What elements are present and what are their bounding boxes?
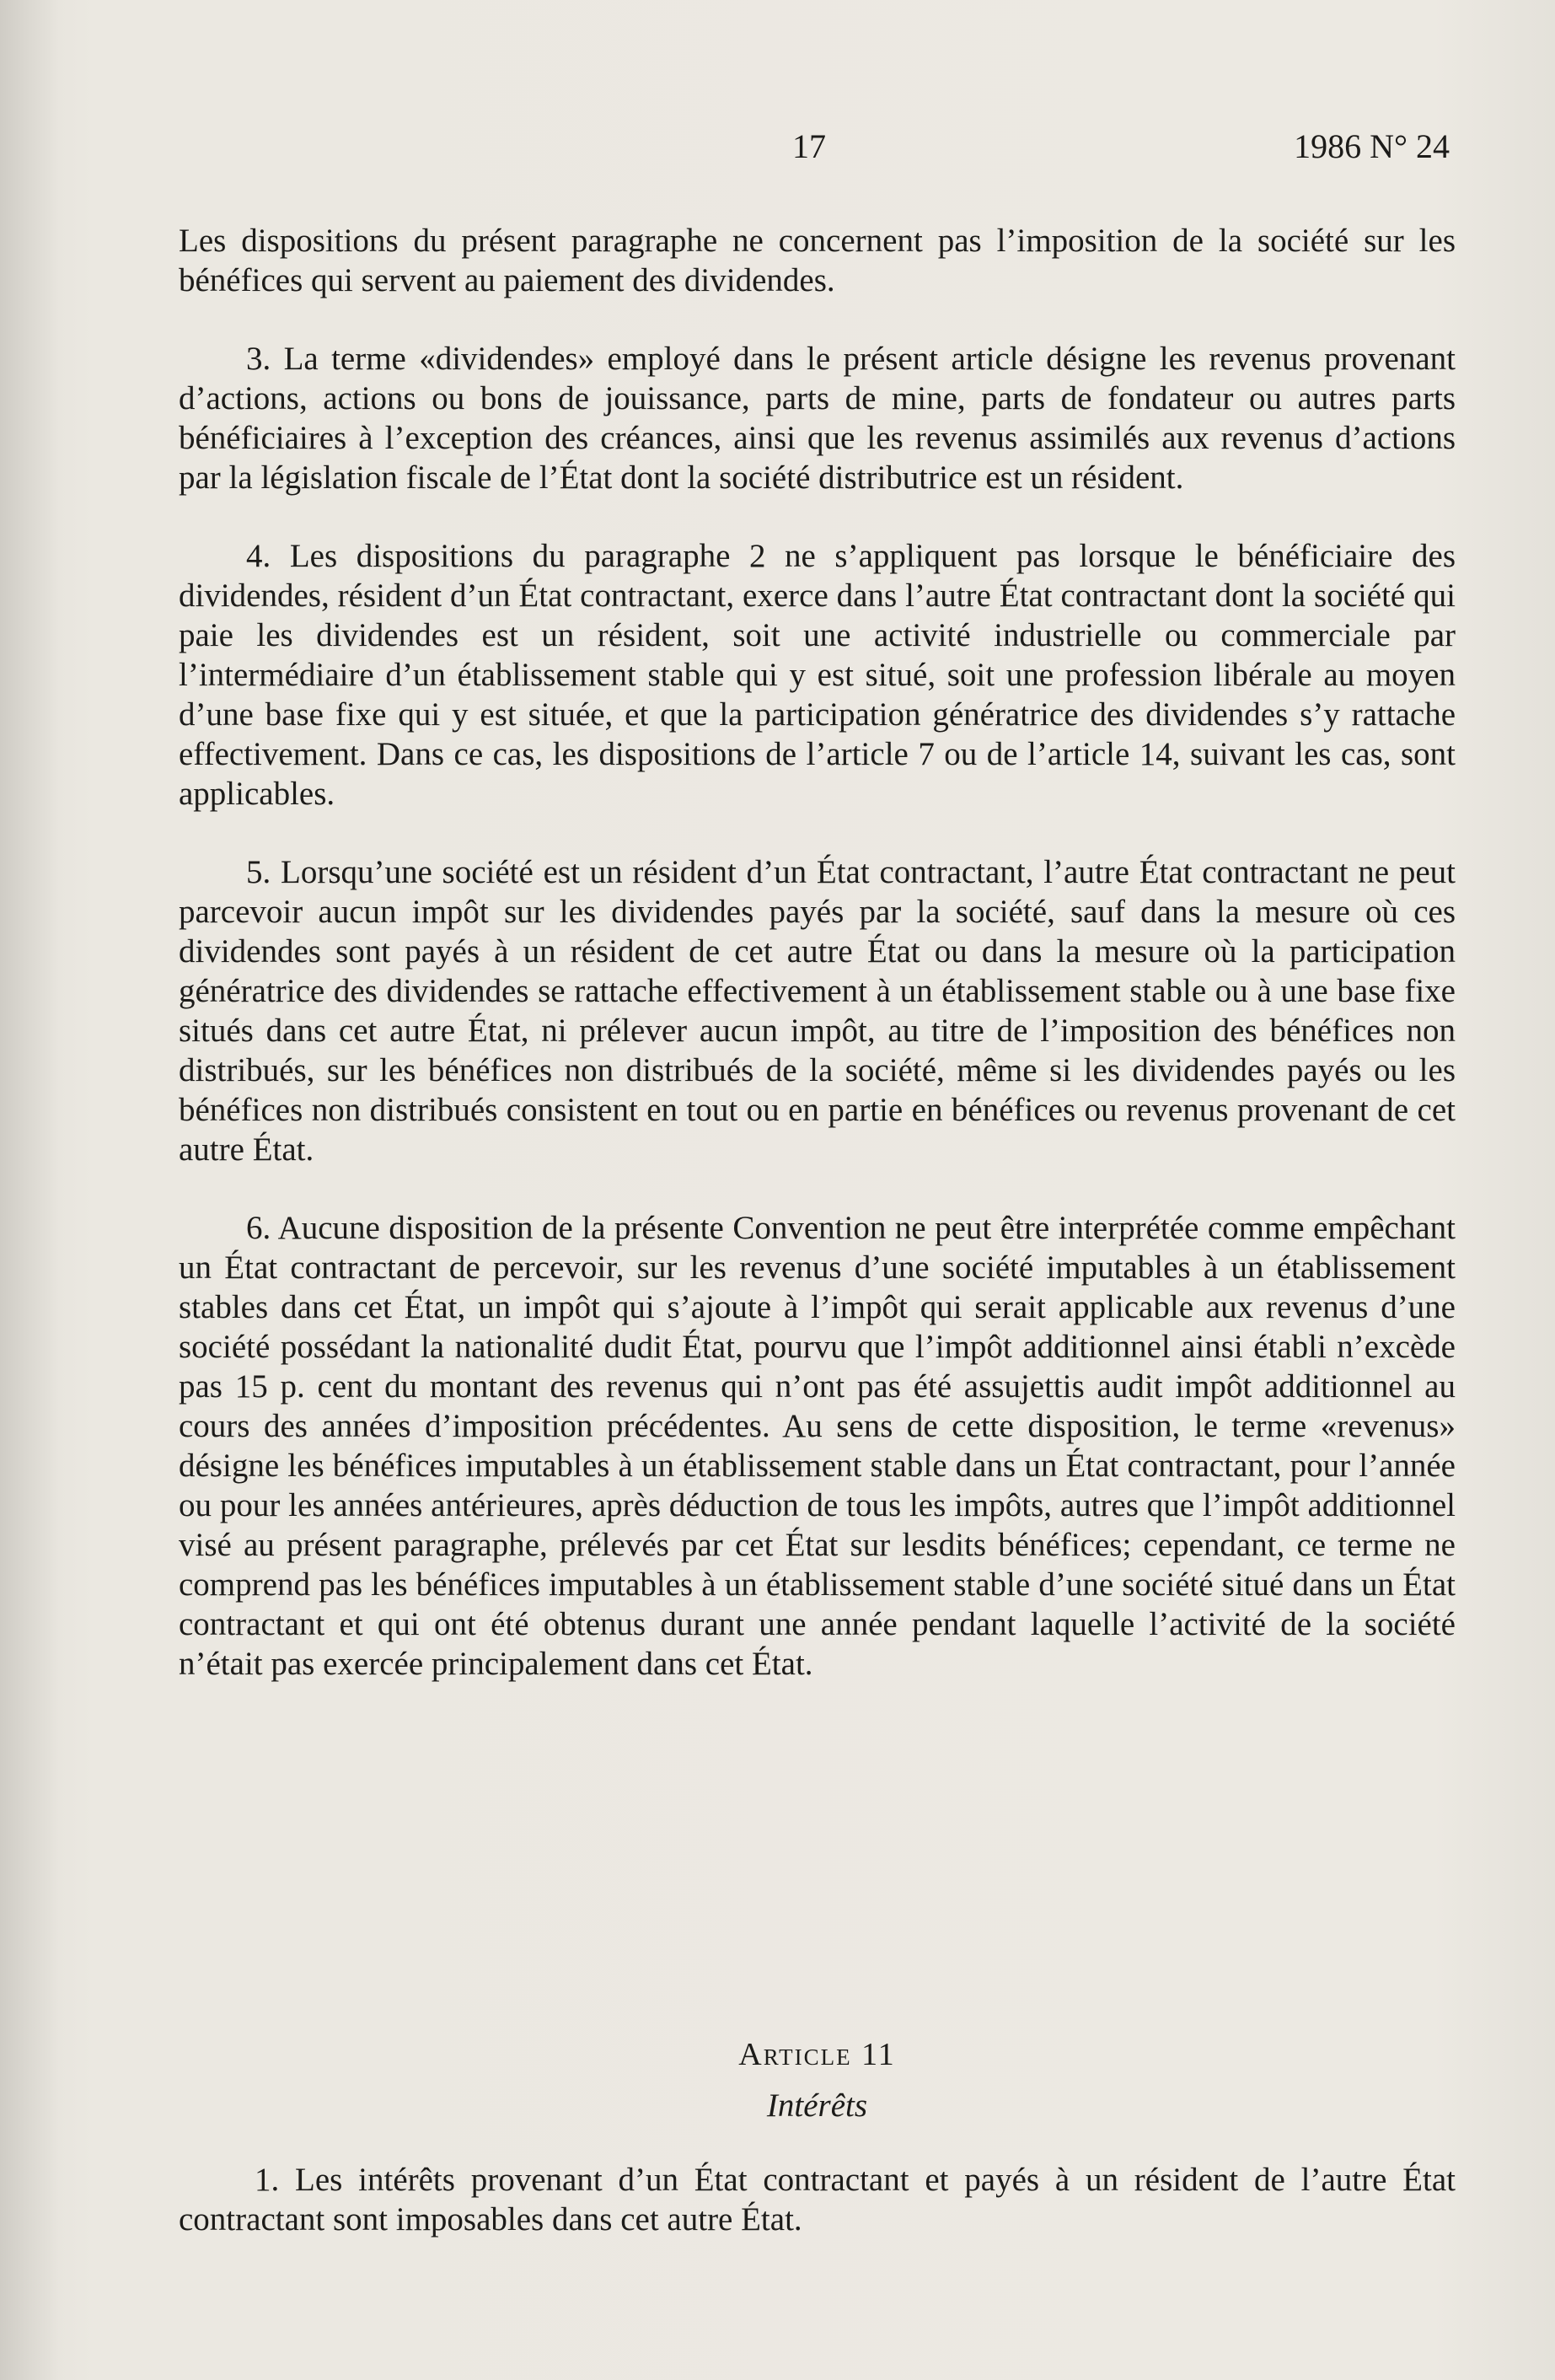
article-11-paragraph-1: 1. Les intérêts provenant d’un État contractant et payés à un résident de l’autre État contractant sont imposables dans cet autre État. [179, 2162, 1456, 2238]
paragraph-6: 6. Aucune disposition de la présente Convention ne peut être interprétée comme empêchant un État contractant de percevoir, sur les revenus d’une société imputables à un établissement stables dans cet État, un impôt qui s’ajoute à l’impôt qui serait applicable aux revenus d’une société possédant la nationalité dudit État, pourvu que l’impôt additionnel ainsi établi n’excède pas 15 p. cent du montant des revenus qui n’ont pas été assujettis audit impôt additionnel au cours des années d’imposition précédentes. Au sens de cette disposition, le terme «revenus» désigne les bénéfices imputables à un établissement stable dans un État contractant, pour l’année ou pour les années antérieures, après déduction de tous les impôts, autres que l’impôt additionnel visé au présent paragraphe, prélevés par cet État sur lesdits bénéfices; cependant, ce terme ne comprend pas les bénéfices imputables à un établissement stable d’une société situé dans un État contractant et qui ont été obtenus durant une année pendant laquelle l’activité de la société n’était pas exercée principalement dans cet État. [179, 1210, 1456, 1682]
article-header [179, 2033, 1456, 2128]
page-number: 17 [792, 127, 826, 165]
document-reference: 1986 N° 24 [1294, 127, 1450, 165]
paragraph-4: 4. Les dispositions du paragraphe 2 ne s’appliquent pas lorsque le bénéficiaire des dividendes, résident d’un État contractant, exerce dans l’autre État contractant dont la société qui paie les dividendes est un résident, soit une activité industrielle ou commerciale par l’intermédiaire d’un établissement stable qui y est situé, soit une profession libérale au moyen d’une base fixe qui y est située, et que la participation génératrice des dividendes s’y rattache effectivement. Dans ce cas, les dispositions de l’article 7 ou de l’article 14, suivant les cas, sont applicables. [179, 538, 1456, 812]
paragraph-2-continuation: Les dispositions du présent paragraphe ne concernent pas l’imposition de la société sur les bénéfices qui servent au paiement des dividendes. [179, 223, 1456, 298]
binding-gutter-shadow [0, 0, 59, 2380]
body-text [179, 221, 1456, 1722]
paragraph-5: 5. Lorsqu’une société est un résident d’un État contractant, l’autre État contractant ne peut parcevoir aucun impôt sur les dividendes payés par la société, sauf dans la mesure où ces dividendes sont payés à un résident de cet autre État ou dans la mesure où la participation génératrice des dividendes se rattache effectivement à un établissement stable ou à une base fixe situés dans cet autre État, ni prélever aucun impôt, au titre de l’imposition des bénéfices non distribués, sur les bénéfices non distribués de la société, même si les dividendes payés ou les bénéfices non distribués consistent en tout ou en partie en bénéfices ou revenus provenant de cet autre État. [179, 854, 1456, 1168]
paragraph-3: 3. La terme «dividendes» employé dans le présent article désigne les revenus provenant d’actions, actions ou bons de jouissance, parts de mine, parts de fondateur ou autres parts bénéficiaires à l’exception des créances, ainsi que les revenus assimilés aux revenus d’actions par la législation fiscale de l’État dont la société distributrice est un résident. [179, 341, 1456, 496]
article-subtitle: Intérêts [766, 2087, 868, 2124]
article-heading: Article 11 [738, 2037, 896, 2072]
